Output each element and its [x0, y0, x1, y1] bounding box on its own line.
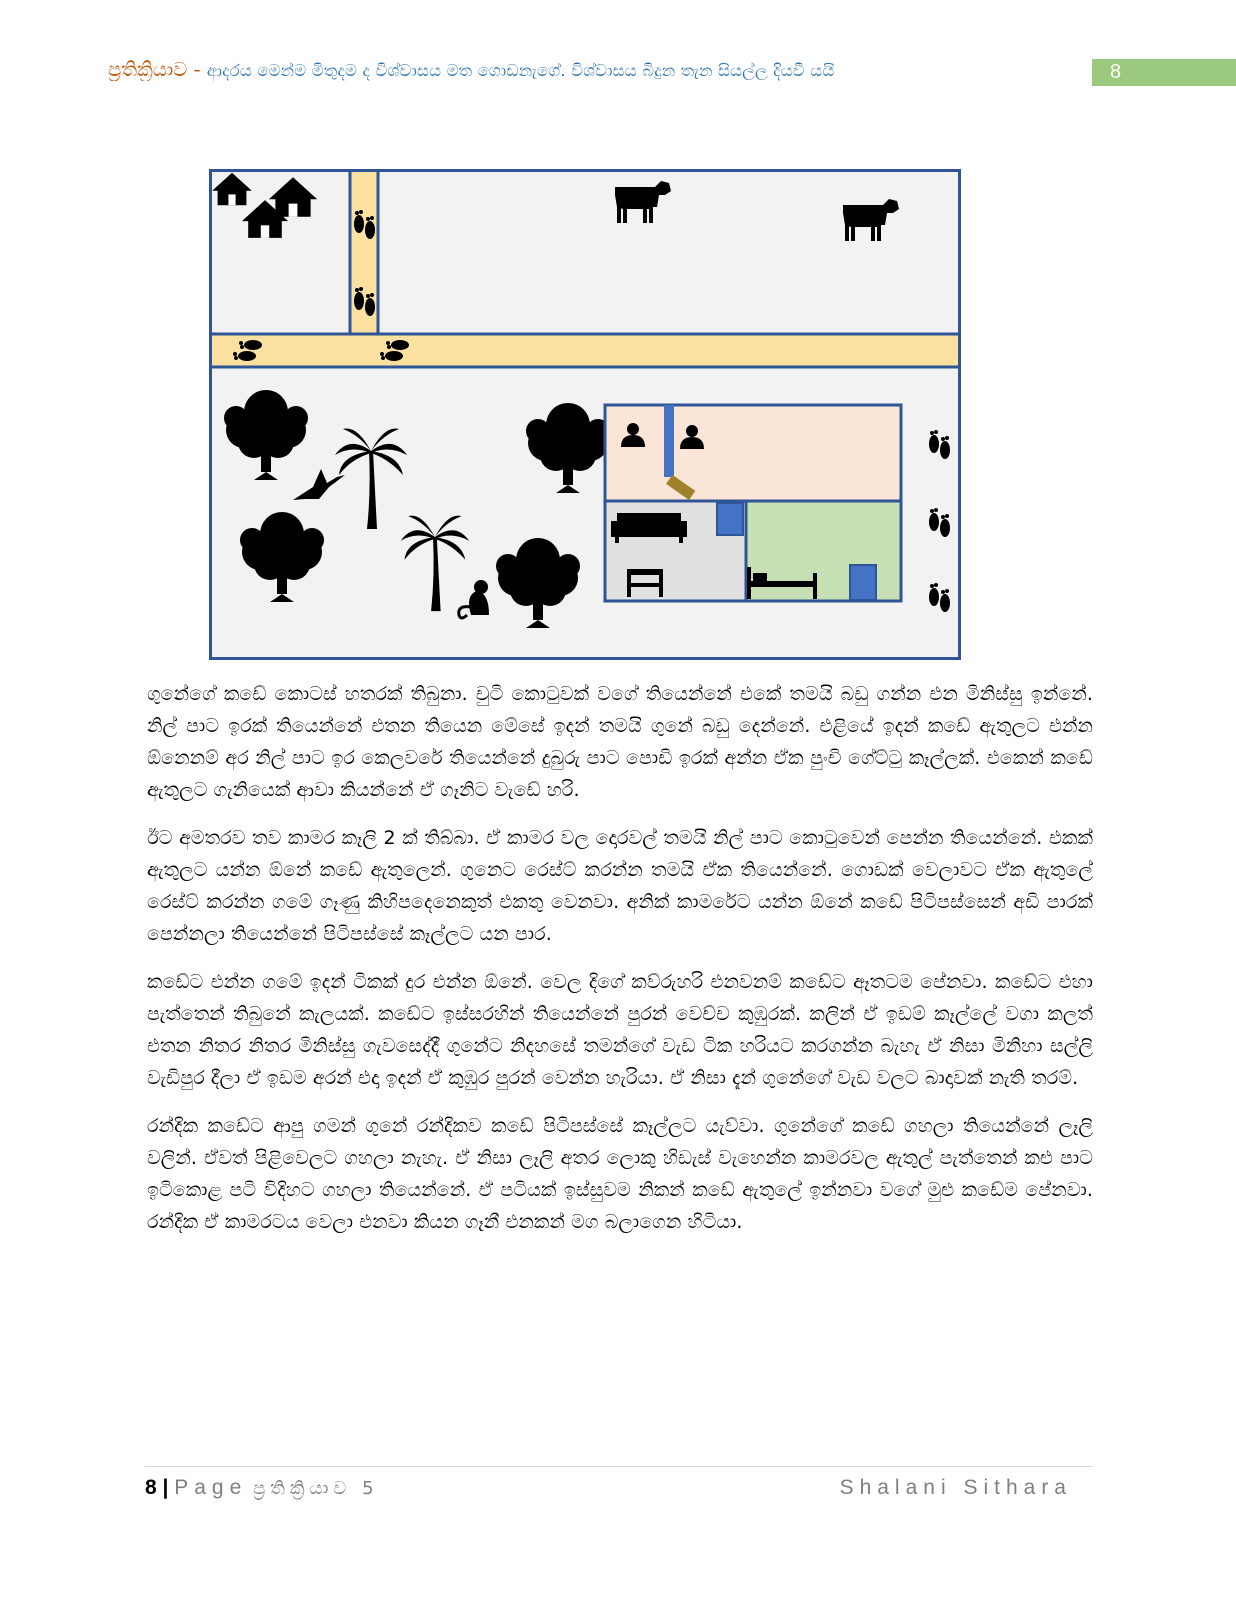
page-header [108, 58, 1088, 81]
story-text [147, 678, 1093, 1254]
paragraph: ඊට අමතරව තව කාමර කෑලි 2 ක් තිබ්බා. ඒ කාමර වල දොරවල් තමයි නිල් පාට කොටුවෙන් පෙන්න තියෙන්නේ. එකක් ඇතුලට යන්න ඕනේ කඩේ ඇතුලෙන්. ගුනෙට රෙස්ට් කරන්න තමයි ඒක තියෙන්නේ. ගොඩක් වෙලාවට ඒක ඇතුලේ රෙස්ට් කරන්න ගමේ ගෑණු කිහිපදෙනෙකුත් එකතු වෙනවා. අනික් කාමරේට යන්න ඕනේ කඩේ පිටිපස්සෙන් අඩි පාරක් පෙන්නලා තියෙන්නේ පිටිපස්සේ කෑල්ලට යන පාර. [147, 827, 1093, 945]
header-page-number: 8 [1092, 59, 1236, 86]
footer-page-label: Page [174, 1476, 248, 1499]
footer-separator: | [156, 1476, 175, 1499]
paragraph: ගුනේගේ කඩේ කොටස් හතරක් තිබුනා. චුටි කොටුවක් වගේ තියෙන්නේ එකේ තමයි බඩු ගන්න එන මිනිස්සු ඉන්නේ. නිල් පාට ඉරක් තියෙන්නේ එතන තියෙන මේසේ ඉදන් තමයි ගුනේ බඩු දෙන්නේ. එළියේ ඉදන් කඩේ ඇතුලට එන්න ඕනෙනම් අර නිල් පාට ඉර කෙලවරේ තියෙන්නේ දුබුරු පාට පොඩි ඉරක් අන්න ඒක පුංචි ගේට්ටු කෑල්ලක්. එකෙන් කඩේ ඇතුලට ගැනියෙක් ආවා කියන්නේ ඒ ගෑනිට වැඩේ හරි. [147, 683, 1093, 801]
shop-layout-map [209, 169, 961, 660]
footer-book-title: ප්‍රතික්‍රියාව 5 [253, 1478, 379, 1499]
footer-left [145, 1476, 379, 1500]
header-separator: - [187, 58, 207, 81]
paragraph: කඩේට එන්න ගමේ ඉදන් ටිකක් දුර එන්න ඕනේ. වෙල දිගේ කව්රුහරි එනවනම් කඩේට ඈතටම පේනවා. කඩේට එහා පැත්තෙන් තිබුනේ කැලයක්. කඩේට ඉස්සරහින් තියෙන්නේ පුරන් වෙච්ච කුඹුරක්. කලින් ඒ ඉඩම් කෑල්ලේ වගා කලත් එතන නිතර නිතර මිනිස්සු ගැවසෙද්දී ගුනේට නිදහසේ තමන්ගේ වැඩ ටික හරියට කරගන්න බැහැ ඒ නිසා මිනිහා සල්ලි වැඩිපුර දීලා ඒ ඉඩම අරන් එදා ඉදන් ඒ කුඹුර පුරන් වෙන්න හැරියා. ඒ නිසා දැන් ගුනේගේ වැඩ වලට බාදාවක් නැති තරම්. [147, 971, 1093, 1089]
header-title: ප්‍රතික්‍රියාව [108, 58, 188, 81]
footer-page-number: 8 [145, 1476, 157, 1499]
header-subtitle: ආදරය මෙන්ම මිතුදම ද විශ්වාසය මත ගොඩනැගේ. විශ්වාසය බිදුන තැන සියල්ල දියවී යයි [206, 61, 835, 80]
paragraph: රන්දික කඩේට ආපු ගමන් ගුනේ රන්දිකව කඩේ පිටිපස්සේ කෑල්ලට යැව්වා. ගුනේගේ කඩේ ගහලා තියෙන්නේ ලෑලි වලින්. ඒවත් පිළිවෙලට ගහලා නැහැ. ඒ නිසා ලෑලි අතර ලොකු හිඩැස් වැහෙන්න කාමරවල ඇතුල් පැත්තෙන් කළු පාට ඉටිකොළ පටි විදිහට ගහලා තියෙන්නේ. ඒ පටියක් ඉස්සුවම නිකන් කඩේ ඇතුලේ ඉන්නවා වගේ මුළු කඩේම පේනවා. රන්දික ඒ කාමරටය වෙලා එනවා කියන ගෑනී එනකන් මග බලාගෙන හිටියා. [147, 1115, 1093, 1233]
footer-author: Shalani Sithara [839, 1476, 1072, 1499]
footer-divider [145, 1466, 1093, 1467]
